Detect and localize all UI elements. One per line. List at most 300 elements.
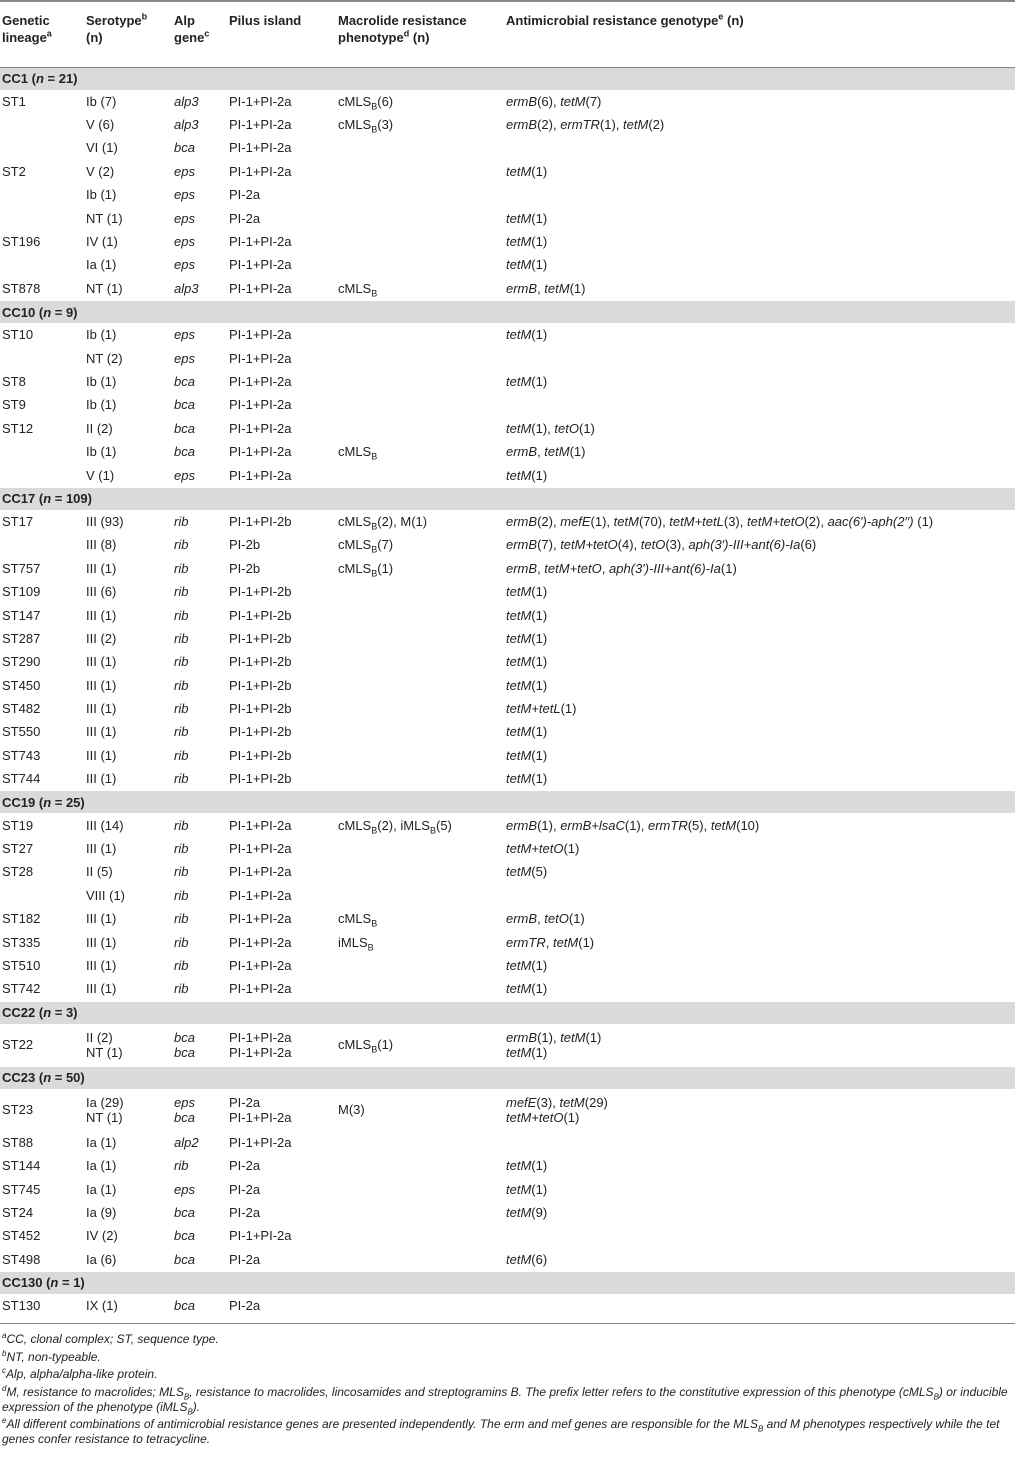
cell-alp-gene: bca: [174, 373, 195, 389]
cell-serotype: III (1): [86, 677, 117, 693]
cell-pilus-island: PI-1+PI-2a: [229, 327, 292, 343]
cell-macrolide-phenotype: [334, 1224, 502, 1247]
cell-pilus-island: PI-1+PI-2b: [229, 513, 292, 529]
cell-macrolide-phenotype: [334, 230, 502, 253]
cell-pilus-island: PI-1+PI-2b: [229, 724, 292, 740]
cell-serotype: IV (2): [86, 1228, 118, 1244]
cell-sequence-type: ST745: [2, 1181, 41, 1197]
cell-serotype: VIII (1): [86, 887, 126, 903]
cell-resistance-genotype: [502, 183, 1015, 206]
cell-alp-gene: eps: [174, 163, 195, 179]
cell-sequence-type: ST287: [2, 630, 41, 646]
group-header-row: [0, 1271, 1015, 1294]
cell-alp-gene: bca: [174, 397, 195, 413]
cell-macrolide-phenotype: [334, 580, 502, 603]
group-header-row: [0, 67, 1015, 90]
cell-pilus-island: PI-2a: [229, 210, 261, 226]
cell-sequence-type: [0, 533, 82, 556]
cell-alp-gene: eps: [174, 327, 195, 343]
cell-resistance-genotype: tetM(1): [506, 654, 548, 670]
group-header-row: [0, 487, 1015, 510]
cell-sequence-type: ST498: [2, 1251, 41, 1267]
cell-serotype: III (1): [86, 654, 117, 670]
cell-resistance-genotype: tetM(1): [506, 607, 548, 623]
cell-resistance-genotype: ermB(2), ermTR(1), tetM(2): [506, 117, 665, 133]
cell-serotype: III (93): [86, 513, 124, 529]
cell-pilus-island: PI-1+PI-2a: [229, 444, 292, 460]
group-label: CC23 (n = 50): [0, 1066, 1015, 1089]
cell-macrolide-phenotype: [334, 627, 502, 650]
table-row: [0, 673, 1015, 696]
cell-sequence-type: [0, 206, 82, 229]
cell-resistance-genotype: ermB, tetO(1): [506, 911, 585, 927]
cell-sequence-type: [0, 113, 82, 136]
cell-pilus-island: PI-2b: [229, 537, 261, 553]
cell-resistance-genotype: tetM(1): [506, 373, 548, 389]
table-row: [0, 744, 1015, 767]
table-row: [0, 1248, 1015, 1272]
table-row: [0, 393, 1015, 416]
cell-alp-gene: rib: [174, 537, 189, 553]
table-row: [0, 183, 1015, 206]
cell-sequence-type: ST744: [2, 771, 41, 787]
cell-macrolide-phenotype: cMLS$_B$(6): [338, 93, 394, 112]
group-header-row: [0, 1001, 1015, 1024]
cell-pilus-island: PI-1+PI-2a: [229, 887, 292, 903]
cell-macrolide-phenotype: cMLS$_B$(2), M(1): [338, 513, 428, 532]
cell-macrolide-phenotype: [334, 1294, 502, 1317]
cell-resistance-genotype: tetM(1): [506, 957, 548, 973]
cell-serotype: III (1): [86, 841, 117, 857]
cell-macrolide-phenotype: [334, 346, 502, 369]
cell-macrolide-phenotype: cMLS$_B$(2), iMLS$_B$(5): [338, 817, 452, 836]
table-row: [0, 650, 1015, 673]
cell-serotype: V (1): [86, 467, 115, 483]
cell-sequence-type: [0, 463, 82, 487]
cell-pilus-island: PI-1+PI-2b: [229, 654, 292, 670]
cell-resistance-genotype: ermB(6), tetM(7): [506, 93, 602, 109]
cell-pilus-island: PI-1+PI-2b: [229, 677, 292, 693]
cell-resistance-genotype: [502, 884, 1015, 907]
cell-resistance-genotype: tetM(1): [506, 630, 548, 646]
cell-alp-gene: rib: [174, 981, 189, 997]
cell-alp-gene: alp2: [174, 1134, 199, 1150]
cell-serotype: III (1): [86, 724, 117, 740]
cell-pilus-island: PI-1+PI-2a PI-1+PI-2a: [229, 1029, 292, 1060]
cell-pilus-island: PI-1+PI-2a: [229, 467, 292, 483]
cell-serotype: NT (1): [86, 280, 123, 296]
table-row: [0, 930, 1015, 953]
cell-resistance-genotype: tetM(1): [506, 584, 548, 600]
table-row: [0, 206, 1015, 229]
cell-pilus-island: PI-1+PI-2b: [229, 630, 292, 646]
cell-macrolide-phenotype: [334, 697, 502, 720]
cell-macrolide-phenotype: [334, 720, 502, 743]
cell-pilus-island: PI-2b: [229, 560, 261, 576]
cell-pilus-island: PI-1+PI-2a: [229, 140, 292, 156]
cell-macrolide-phenotype: [334, 977, 502, 1001]
cell-pilus-island: PI-2a: [229, 187, 261, 203]
cell-alp-gene: bca: [174, 420, 195, 436]
cell-serotype: III (1): [86, 747, 117, 763]
cell-serotype: III (6): [86, 584, 117, 600]
table-body: [0, 67, 1015, 1317]
cell-serotype: Ia (1): [86, 1158, 117, 1174]
cell-serotype: III (1): [86, 771, 117, 787]
cell-pilus-island: PI-2a PI-1+PI-2a: [229, 1094, 292, 1125]
cell-pilus-island: PI-1+PI-2b: [229, 771, 292, 787]
cell-pilus-island: PI-1+PI-2a: [229, 93, 292, 109]
cell-pilus-island: PI-2a: [229, 1181, 261, 1197]
cell-resistance-genotype: ermB(7), tetM+tetO(4), tetO(3), aph(3′)-III+ant(6)-Ia(6): [506, 537, 817, 553]
table-row: [0, 160, 1015, 183]
footnote: $^d$M, resistance to macrolides; $MLS_B$, resistance to macrolides, lincosamides and streptogramins B. The prefix letter refers to the constitutive expression of this phenotype (cMLS$_B$) or inducible expression of the phenotype (iMLS$_B$).: [2, 1384, 1008, 1417]
table-header: [0, 1, 1015, 67]
cell-pilus-island: PI-2a: [229, 1204, 261, 1220]
cell-sequence-type: ST290: [2, 654, 41, 670]
table-row: [0, 1024, 1015, 1067]
cell-serotype: IX (1): [86, 1298, 118, 1314]
cell-sequence-type: ST24: [2, 1204, 34, 1220]
cell-macrolide-phenotype: [334, 1248, 502, 1272]
cell-resistance-genotype: tetM(1): [506, 981, 548, 997]
cell-pilus-island: PI-2a: [229, 1158, 261, 1174]
cell-pilus-island: PI-1+PI-2b: [229, 701, 292, 717]
cell-sequence-type: ST182: [2, 911, 41, 927]
cell-resistance-genotype: ermB, tetM+tetO, aph(3′)-III+ant(6)-Ia(1): [506, 560, 737, 576]
cell-macrolide-phenotype: M(3): [338, 1102, 365, 1118]
cell-macrolide-phenotype: [334, 860, 502, 883]
table-row: [0, 277, 1015, 301]
cell-alp-gene: eps: [174, 257, 195, 273]
cell-resistance-genotype: mefE(3), tetM(29) tetM+tetO(1): [506, 1094, 608, 1125]
cell-resistance-genotype: ermB, tetM(1): [506, 444, 586, 460]
table-row: [0, 907, 1015, 930]
table-footnotes: [0, 1323, 1015, 1446]
table-row: [0, 697, 1015, 720]
footnote: $^e$All different combinations of antimicrobial resistance genes are presented independently. The erm and mef genes are responsible for the $MLS_B$ and M phenotypes respectively while the tet genes confer resistance to tetracycline.: [2, 1416, 1000, 1446]
cell-serotype: Ia (1): [86, 1181, 117, 1197]
cell-macrolide-phenotype: [334, 206, 502, 229]
table-row: [0, 884, 1015, 907]
cell-alp-gene: rib: [174, 560, 189, 576]
group-header-row: [0, 301, 1015, 324]
cell-serotype: III (1): [86, 560, 117, 576]
cell-serotype: V (6): [86, 117, 115, 133]
table-row: [0, 860, 1015, 883]
cell-alp-gene: bca: [174, 1204, 195, 1220]
table-row: [0, 323, 1015, 346]
cell-alp-gene: bca bca: [174, 1029, 195, 1060]
cell-serotype: NT (1): [86, 210, 123, 226]
table-row: [0, 1154, 1015, 1177]
cell-pilus-island: PI-1+PI-2a: [229, 1134, 292, 1150]
footnote: $^c$Alp, alpha/alpha-like protein.: [2, 1366, 158, 1382]
cell-macrolide-phenotype: [334, 837, 502, 860]
cell-sequence-type: ST130: [2, 1298, 41, 1314]
cell-resistance-genotype: [502, 393, 1015, 416]
cell-alp-gene: rib: [174, 607, 189, 623]
cell-sequence-type: [0, 183, 82, 206]
cell-resistance-genotype: tetM(1): [506, 1181, 548, 1197]
group-label: CC10 (n = 9): [0, 301, 1015, 324]
header-alp-gene: Alp gene$^c$: [170, 1, 225, 67]
cell-macrolide-phenotype: [334, 1177, 502, 1200]
cell-macrolide-phenotype: cMLS$_B$(7): [338, 537, 394, 555]
cell-serotype: III (1): [86, 607, 117, 623]
table-row: [0, 837, 1015, 860]
table-row: [0, 1224, 1015, 1247]
cell-serotype: III (1): [86, 911, 117, 927]
table-row: [0, 440, 1015, 463]
cell-alp-gene: rib: [174, 887, 189, 903]
cell-macrolide-phenotype: [334, 417, 502, 440]
cell-serotype: Ia (1): [86, 257, 117, 273]
group-label: CC1 (n = 21): [0, 67, 1015, 90]
cell-resistance-genotype: ermB(1), tetM(1) tetM(1): [506, 1029, 602, 1060]
cell-macrolide-phenotype: cMLS$_B$: [338, 444, 378, 462]
table-row: [0, 813, 1015, 836]
cell-sequence-type: [0, 346, 82, 369]
table-row: [0, 1201, 1015, 1224]
cell-pilus-island: PI-1+PI-2a: [229, 350, 292, 366]
cell-resistance-genotype: tetM(1): [506, 677, 548, 693]
table-row: [0, 1089, 1015, 1131]
cell-macrolide-phenotype: [334, 253, 502, 276]
cell-macrolide-phenotype: [334, 673, 502, 696]
cell-alp-gene: rib: [174, 677, 189, 693]
cell-sequence-type: ST452: [2, 1228, 41, 1244]
cell-pilus-island: PI-2a: [229, 1251, 261, 1267]
cell-sequence-type: ST510: [2, 957, 41, 973]
cell-serotype: V (2): [86, 163, 115, 179]
cell-pilus-island: PI-1+PI-2a: [229, 397, 292, 413]
cell-sequence-type: ST450: [2, 677, 41, 693]
cell-macrolide-phenotype: [334, 183, 502, 206]
cell-alp-gene: rib: [174, 654, 189, 670]
cell-alp-gene: rib: [174, 1158, 189, 1174]
cell-sequence-type: ST8: [2, 373, 26, 389]
cell-resistance-genotype: tetM(1): [506, 467, 548, 483]
cell-resistance-genotype: tetM(6): [506, 1251, 548, 1267]
cell-pilus-island: PI-1+PI-2a: [229, 934, 292, 950]
cell-pilus-island: PI-1+PI-2a: [229, 117, 292, 133]
cell-resistance-genotype: ermB(2), mefE(1), tetM(70), tetM+tetL(3), tetM+tetO(2), aac(6′)-aph(2′′) (1): [506, 513, 934, 529]
group-label: CC22 (n = 3): [0, 1001, 1015, 1024]
cell-resistance-genotype: tetM(1): [506, 327, 548, 343]
cell-macrolide-phenotype: [334, 393, 502, 416]
cell-sequence-type: ST10: [2, 327, 34, 343]
cell-alp-gene: rib: [174, 630, 189, 646]
footnote: $^a$CC, clonal complex; ST, sequence type.: [2, 1331, 219, 1347]
cell-resistance-genotype: [502, 1224, 1015, 1247]
cell-serotype: II (2) NT (1): [86, 1029, 123, 1060]
cell-sequence-type: ST12: [2, 420, 34, 436]
cell-sequence-type: ST23: [2, 1102, 34, 1118]
cell-macrolide-phenotype: [334, 744, 502, 767]
cell-alp-gene: eps: [174, 467, 195, 483]
table-row: [0, 253, 1015, 276]
cell-serotype: Ib (1): [86, 373, 117, 389]
table-row: [0, 136, 1015, 159]
cell-pilus-island: PI-1+PI-2b: [229, 747, 292, 763]
cell-serotype: Ia (29) NT (1): [86, 1094, 124, 1125]
cell-resistance-genotype: [502, 136, 1015, 159]
cell-macrolide-phenotype: [334, 463, 502, 487]
cell-serotype: Ib (1): [86, 397, 117, 413]
cell-alp-gene: eps: [174, 234, 195, 250]
cell-resistance-genotype: tetM+tetL(1): [506, 701, 577, 717]
cell-alp-gene: eps: [174, 210, 195, 226]
cell-alp-gene: rib: [174, 911, 189, 927]
table-row: [0, 1177, 1015, 1200]
cell-macrolide-phenotype: cMLS$_B$(3): [338, 117, 394, 135]
cell-alp-gene: bca: [174, 140, 195, 156]
cell-resistance-genotype: ermB, tetM(1): [506, 280, 586, 296]
cell-alp-gene: rib: [174, 747, 189, 763]
cell-resistance-genotype: tetM(1): [506, 163, 548, 179]
cell-sequence-type: ST743: [2, 747, 41, 763]
group-label: CC19 (n = 25): [0, 791, 1015, 814]
table-row: [0, 720, 1015, 743]
cell-resistance-genotype: [502, 1294, 1015, 1317]
cell-sequence-type: ST2: [2, 163, 26, 179]
cell-alp-gene: alp3: [174, 93, 199, 109]
cell-sequence-type: ST22: [2, 1037, 34, 1053]
cell-resistance-genotype: ermTR, tetM(1): [506, 934, 595, 950]
cell-pilus-island: PI-1+PI-2a: [229, 234, 292, 250]
cell-sequence-type: ST757: [2, 560, 41, 576]
cell-serotype: III (2): [86, 630, 117, 646]
cell-macrolide-phenotype: iMLS$_B$: [338, 934, 374, 953]
cell-sequence-type: ST144: [2, 1158, 41, 1174]
cell-serotype: IV (1): [86, 234, 118, 250]
cell-serotype: III (1): [86, 981, 117, 997]
cell-sequence-type: ST109: [2, 584, 41, 600]
cell-serotype: III (14): [86, 817, 124, 833]
group-label: CC17 (n = 109): [0, 487, 1015, 510]
table-row: [0, 533, 1015, 556]
cell-sequence-type: ST742: [2, 981, 41, 997]
cell-macrolide-phenotype: [334, 884, 502, 907]
table-row: [0, 346, 1015, 369]
cell-macrolide-phenotype: [334, 1131, 502, 1154]
cell-alp-gene: rib: [174, 864, 189, 880]
cell-alp-gene: bca: [174, 444, 195, 460]
cell-sequence-type: ST88: [2, 1134, 34, 1150]
cell-resistance-genotype: [502, 346, 1015, 369]
cell-pilus-island: PI-1+PI-2a: [229, 373, 292, 389]
cell-alp-gene: eps: [174, 350, 195, 366]
cell-alp-gene: rib: [174, 841, 189, 857]
cell-resistance-genotype: tetM(1): [506, 210, 548, 226]
cell-macrolide-phenotype: [334, 603, 502, 626]
cell-serotype: NT (2): [86, 350, 123, 366]
cell-alp-gene: bca: [174, 1298, 195, 1314]
cell-resistance-genotype: tetM+tetO(1): [506, 841, 580, 857]
table-row: [0, 603, 1015, 626]
cell-sequence-type: ST19: [2, 817, 34, 833]
group-header-row: [0, 1066, 1015, 1089]
cell-resistance-genotype: tetM(5): [506, 864, 548, 880]
cell-pilus-island: PI-1+PI-2a: [229, 420, 292, 436]
cell-pilus-island: PI-1+PI-2a: [229, 1228, 292, 1244]
cell-pilus-island: PI-1+PI-2a: [229, 911, 292, 927]
cell-alp-gene: rib: [174, 584, 189, 600]
cell-alp-gene: rib: [174, 513, 189, 529]
cell-macrolide-phenotype: [334, 1201, 502, 1224]
cell-pilus-island: PI-1+PI-2a: [229, 817, 292, 833]
cell-sequence-type: ST335: [2, 934, 41, 950]
table-row: [0, 977, 1015, 1001]
cell-pilus-island: PI-1+PI-2a: [229, 864, 292, 880]
cell-pilus-island: PI-2a: [229, 1298, 261, 1314]
group-header-row: [0, 791, 1015, 814]
table-row: [0, 580, 1015, 603]
cell-sequence-type: [0, 884, 82, 907]
cell-pilus-island: PI-1+PI-2a: [229, 257, 292, 273]
cell-macrolide-phenotype: [334, 767, 502, 791]
cell-macrolide-phenotype: [334, 954, 502, 977]
cell-alp-gene: rib: [174, 701, 189, 717]
cell-alp-gene: eps: [174, 1181, 195, 1197]
cell-pilus-island: PI-1+PI-2a: [229, 981, 292, 997]
cell-resistance-genotype: tetM(1): [506, 747, 548, 763]
header-macrolide-phenotype: Macrolide resistance phenotype$^d$ (n): [334, 1, 502, 67]
cell-alp-gene: bca: [174, 1251, 195, 1267]
table-row: [0, 557, 1015, 580]
cell-serotype: Ia (6): [86, 1251, 117, 1267]
cell-serotype: Ia (1): [86, 1134, 117, 1150]
cell-macrolide-phenotype: cMLS$_B$: [338, 911, 378, 929]
cell-alp-gene: rib: [174, 934, 189, 950]
cell-resistance-genotype: [502, 1131, 1015, 1154]
cell-alp-gene: rib: [174, 957, 189, 973]
cell-sequence-type: ST550: [2, 724, 41, 740]
cell-resistance-genotype: tetM(1): [506, 257, 548, 273]
footnote: $^b$NT, non-typeable.: [2, 1348, 101, 1364]
cell-pilus-island: PI-1+PI-2a: [229, 841, 292, 857]
cell-alp-gene: rib: [174, 817, 189, 833]
table-row: [0, 463, 1015, 487]
table-row: [0, 230, 1015, 253]
cell-serotype: Ib (1): [86, 327, 117, 343]
cell-pilus-island: PI-1+PI-2b: [229, 584, 292, 600]
table-row: [0, 1131, 1015, 1154]
cell-sequence-type: ST147: [2, 607, 41, 623]
cell-resistance-genotype: tetM(1): [506, 1158, 548, 1174]
table-row: [0, 954, 1015, 977]
header-genetic-lineage: Genetic lineage$^a$: [0, 1, 82, 67]
cell-serotype: III (1): [86, 957, 117, 973]
cell-serotype: III (8): [86, 537, 117, 553]
table-row: [0, 767, 1015, 791]
cell-macrolide-phenotype: [334, 160, 502, 183]
cell-pilus-island: PI-1+PI-2a: [229, 163, 292, 179]
cell-macrolide-phenotype: [334, 370, 502, 393]
cell-macrolide-phenotype: cMLS$_B$: [338, 280, 378, 299]
cell-resistance-genotype: ermB(1), ermB+lsaC(1), ermTR(5), tetM(10): [506, 817, 760, 833]
cell-macrolide-phenotype: [334, 1154, 502, 1177]
cell-serotype: III (1): [86, 701, 117, 717]
cell-resistance-genotype: tetM(1): [506, 771, 548, 787]
table-row: [0, 510, 1015, 533]
cell-resistance-genotype: tetM(1): [506, 724, 548, 740]
cell-alp-gene: alp3: [174, 280, 199, 296]
cell-resistance-genotype: tetM(1): [506, 234, 548, 250]
header-resistance-genotype: Antimicrobial resistance genotype$^e$ (n): [502, 1, 1015, 67]
cell-sequence-type: ST9: [2, 397, 26, 413]
